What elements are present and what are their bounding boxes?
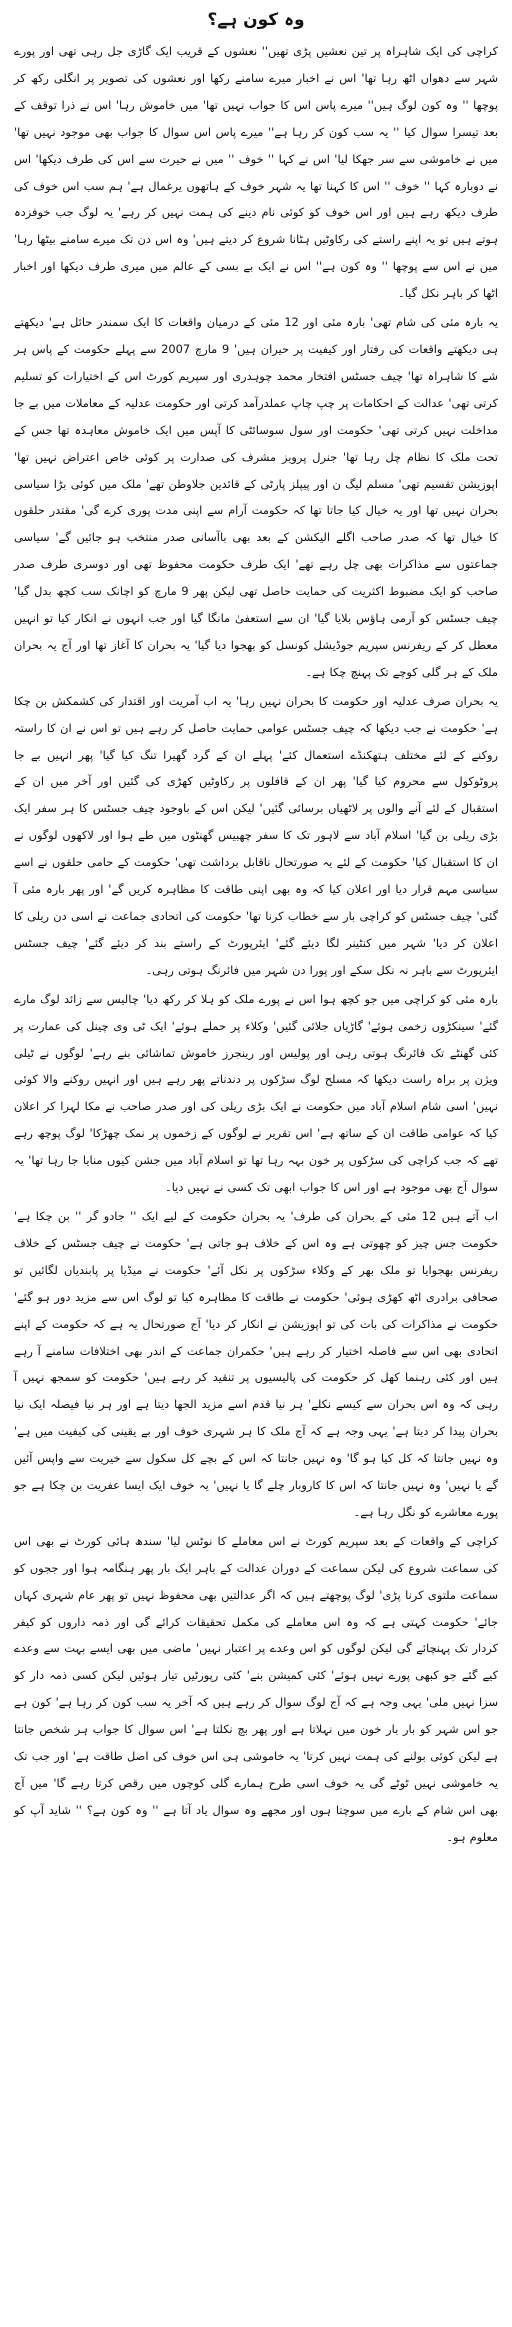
paragraph-5: اب آتے ہیں 12 مئی کے بحران کی طرف' یہ بحران حکومت کے لیے ایک '' جادو گر '' بن چکا ہے' حکومت جس چیز کو چھوتی ہے وہ اس کے خلاف ہو جاتی ہے' حکومت نے چیف جسٹس کے خلاف ریفرنس بھجوایا تو ملک بھر کے وکلاء سڑکوں پر نکل آئے' حکومت نے میڈیا پر پابندیاں لگائیں تو صحافی برادری اٹھ کھڑی ہوئی' حکومت نے طاقت کا مظاہرہ کیا تو لوگ اس سے مزید دور ہو گئے' حکومت نے مذاکرات کی بات کی تو اپوزیشن نے انکار کر دیا' آج صورتحال یہ ہے کہ حکومت کے اپنے اتحادی بھی اس سے فاصلہ اختیار کر رہے ہیں' حکمران جماعت کے اندر بھی اختلافات سامنے آ رہے ہیں اور کئی رہنما کھل کر حکومت کی پالیسیوں پر تنقید کر رہے ہیں' حکومت کو سمجھ نہیں آ رہی کہ وہ اس بحران سے کیسے نکلے' ہر نیا قدم اسے مزید الجھا دیتا ہے اور ہر نیا فیصلہ ایک نیا بحران پیدا کر دیتا ہے' یہی وجہ ہے کہ آج ملک کا ہر شہری خوف اور بے یقینی کی کیفیت میں ہے' وہ نہیں جانتا کہ کل کیا ہو گا' وہ نہیں جانتا کہ اس کے بچے کل سکول سے خیریت سے واپس آئیں گے یا نہیں' وہ نہیں جانتا کہ اس کا کاروبار چلے گا یا نہیں' یہ خوف ایک ایسا عفریت بن چکا ہے جو پورے معاشرے کو نگل رہا ہے۔ [14, 1208, 498, 1519]
paragraph-4: بارہ مئی کو کراچی میں جو کچھ ہوا اس نے پورے ملک کو ہلا کر رکھ دیا' چالیس سے زائد لوگ مارے گئے' سینکڑوں زخمی ہوئے' گاڑیاں جلائی گئیں' وکلاء پر حملے ہوئے' ایک ٹی وی چینل کی عمارت پر کئی گھنٹے تک فائرنگ ہوتی رہی اور پولیس اور رینجرز خاموش تماشائی بنے رہے' لوگوں نے ٹیلی ویژن پر براہ راست دیکھا کہ مسلح لوگ سڑکوں پر دندناتے پھر رہے ہیں اور انہیں روکنے والا کوئی نہیں' اسی شام اسلام آباد میں حکومت نے ایک بڑی ریلی کی اور صدر صاحب نے مکا لہرا کر اعلان کیا کہ عوامی طاقت ان کے ساتھ ہے' اس تقریر نے لوگوں کے زخموں پر نمک چھڑکا' لوگ پوچھ رہے تھے کہ جب کراچی کی سڑکوں پر خون بہہ رہا تھا تو اسلام آباد میں جشن کیوں منایا جا رہا تھا' یہ سوال آج بھی موجود ہے اور اس کا جواب ابھی تک کسی نے نہیں دیا۔ [14, 991, 498, 1195]
paragraph-6: کراچی کے واقعات کے بعد سپریم کورٹ نے اس معاملے کا نوٹس لیا' سندھ ہائی کورٹ نے بھی اس کی سماعت شروع کی لیکن سماعت کے دوران عدالت کے باہر ایک بار پھر ہنگامہ ہوا اور ججوں کو سماعت ملتوی کرنا پڑی' لوگ پوچھتے ہیں کہ اگر عدالتیں بھی محفوظ نہیں تو پھر عام شہری کہاں جائے' حکومت کہتی ہے کہ وہ اس معاملے کی مکمل تحقیقات کرائے گی اور ذمہ داروں کو کیفر کردار تک پہنچائے گی لیکن لوگوں کو اس وعدے پر اعتبار نہیں' ماضی میں بھی ایسے بہت سے وعدے کیے گئے جو کبھی پورے نہیں ہوئے' کئی کمیشن بنے' کئی رپورٹیں تیار ہوئیں لیکن کسی ذمہ دار کو سزا نہیں ملی' یہی وجہ ہے کہ آج لوگ سوال کر رہے ہیں کہ آخر یہ سب کون کر رہا ہے' کون ہے جو اس شہر کو بار بار خون میں نہلاتا ہے اور پھر بچ نکلتا ہے' اس سوال کا جواب ہر شخص جانتا ہے لیکن کوئی بولنے کی ہمت نہیں کرتا' یہ خاموشی ہی اس خوف کی اصل طاقت ہے' اور جب تک یہ خاموشی نہیں ٹوٹے گی یہ خوف اسی طرح ہمارے گلی کوچوں میں رقص کرتا رہے گا' میں آج بھی اس شام کے بارے میں سوچتا ہوں اور مجھے وہ سوال یاد آتا ہے '' وہ کون ہے؟ '' شاید آپ کو معلوم ہو۔ [14, 1533, 498, 1844]
paragraph-3: یہ بحران صرف عدلیہ اور حکومت کا بحران نہیں رہا' یہ اب آمریت اور اقتدار کی کشمکش بن چکا ہے' حکومت نے جب دیکھا کہ چیف جسٹس عوامی حمایت حاصل کر رہے ہیں تو اس نے ان کا راستہ روکنے کے لئے مختلف ہتھکنڈے استعمال کئے' پہلے ان کے گرد گھیرا تنگ کیا گیا' پھر انہیں بے جا پروٹوکول سے محروم کیا گیا' پھر ان کے قافلوں پر رکاوٹیں کھڑی کی گئیں اور آخر میں ان کے استقبال کے لئے آنے والوں پر لاٹھیاں برسائی گئیں' لیکن اس کے باوجود چیف جسٹس کا ہر سفر ایک بڑی ریلی بن گیا' اسلام آباد سے لاہور تک کا سفر چھبیس گھنٹوں میں طے ہوا اور لاکھوں لوگوں نے ان کا استقبال کیا' حکومت کے لئے یہ صورتحال ناقابل برداشت تھی' حکومت کے حامی حلقوں نے اسے سیاسی مہم قرار دیا اور اعلان کیا کہ وہ بھی اپنی طاقت کا مظاہرہ کریں گے' اور پھر بارہ مئی آ گئی' چیف جسٹس کو کراچی بار سے خطاب کرنا تھا' حکومت کی اتحادی جماعت نے اسی دن ریلی کا اعلان کر دیا' شہر میں کنٹینر لگا دیئے گئے' ایئرپورٹ کے راستے بند کر دیئے گئے' چیف جسٹس ایئرپورٹ سے باہر نہ نکل سکے اور پورا دن شہر میں فائرنگ ہوتی رہی۔ [14, 693, 498, 977]
paragraph-2: یہ بارہ مئی کی شام تھی' بارہ مئی اور 12 مئی کے درمیان واقعات کا ایک سمندر حائل ہے' دیکھتے ہی دیکھتے واقعات کی رفتار اور کیفیت پر حیران ہیں' 9 مارچ 2007 سے پہلے حکومت کے پاس ہر شے کا شاہراہ تھا' چیف جسٹس افتخار محمد چوہدری اور سپریم کورٹ اس کے اختیارات کو تسلیم کرتی تھی' عدالت کے احکامات پر چپ چاپ عملدرآمد کرتی اور حکومت عدلیہ کے معاملات میں بے جا مداخلت نہیں کرتی تھی' حکومت اور سول سوسائٹی کا آپس میں ایک خاموش معاہدہ تھا جس کے تحت ملک کا نظام چل رہا تھا' جنرل پرویز مشرف کی صدارت پر کوئی خاص اعتراض نہیں تھا' اپوزیشن تقسیم تھی' مسلم لیگ ن اور پیپلز پارٹی کے قائدین جلاوطن تھے' ملک میں کوئی بڑا سیاسی بحران نہیں تھا اور یہ خیال کیا جاتا تھا کہ حکومت آرام سے اپنی مدت پوری کرے گی' مقتدر حلقوں کا خیال تھا کہ صدر صاحب اگلے الیکشن کے بعد بھی باآسانی صدر منتخب ہو جائیں گے' سیاسی جماعتوں سے مذاکرات بھی چل رہے تھے' ایک طرف حکومت محفوظ تھی اور دوسری طرف صدر صاحب کو ایک مضبوط اکثریت کی حمایت حاصل تھی لیکن پھر 9 مارچ کو اچانک سب کچھ بدل گیا' چیف جسٹس کو آرمی ہاؤس بلایا گیا' ان سے استعفیٰ مانگا گیا اور جب انہوں نے انکار کیا تو انہیں معطل کر کے ریفرنس سپریم جوڈیشل کونسل کو بھجوا دیا گیا' یہ بحران کا آغاز تھا اور آج یہ بحران ملک کے ہر گلی کوچے تک پہنچ چکا ہے۔ [14, 315, 498, 679]
column-title: وہ کون ہے؟ [207, 10, 305, 30]
paragraph-1: کراچی کی ایک شاہراہ پر تین نعشیں پڑی تھیں'' نعشوں کے قریب ایک گاڑی جل رہی تھی اور پورے شہر سے دھواں اٹھ رہا تھا' اس نے اخبار میرے سامنے رکھا اور نعشوں کی تصویر پر انگلی رکھ کر پوچھا '' وہ کون لوگ ہیں'' میرے پاس اس کا جواب نہیں تھا' میں خاموش رہا' اس نے ذرا توقف کے بعد تیسرا سوال کیا '' یہ سب کون کر رہا ہے'' میرے پاس اس سوال کا جواب بھی موجود نہیں تھا' میں نے خاموشی سے سر جھکا لیا' اس نے کہا '' خوف '' میں نے حیرت سے اس کی طرف دیکھا' اس نے دوبارہ کہا '' خوف '' اس کا کہنا تھا یہ شہر خوف کے ہاتھوں یرغمال ہے' ہم سب اس خوف کی طرف دیکھ رہے ہیں اور اس خوف کو کوئی نام دینے کی ہمت نہیں کر رہے' یہ لوگ جب خوفزدہ ہوتے ہیں تو یہ اپنے راستے کی رکاوٹیں ہٹانا شروع کر دیتے ہیں' وہ اس دن تک میرے سامنے بیٹھا رہا' میں نے اس سے پوچھا '' وہ کون ہے'' اس نے ایک بے بسی کے عالم میں میری طرف دیکھا اور اخبار اٹھا کر باہر نکل گیا۔ [14, 44, 498, 301]
article-body [14, 38, 498, 1851]
